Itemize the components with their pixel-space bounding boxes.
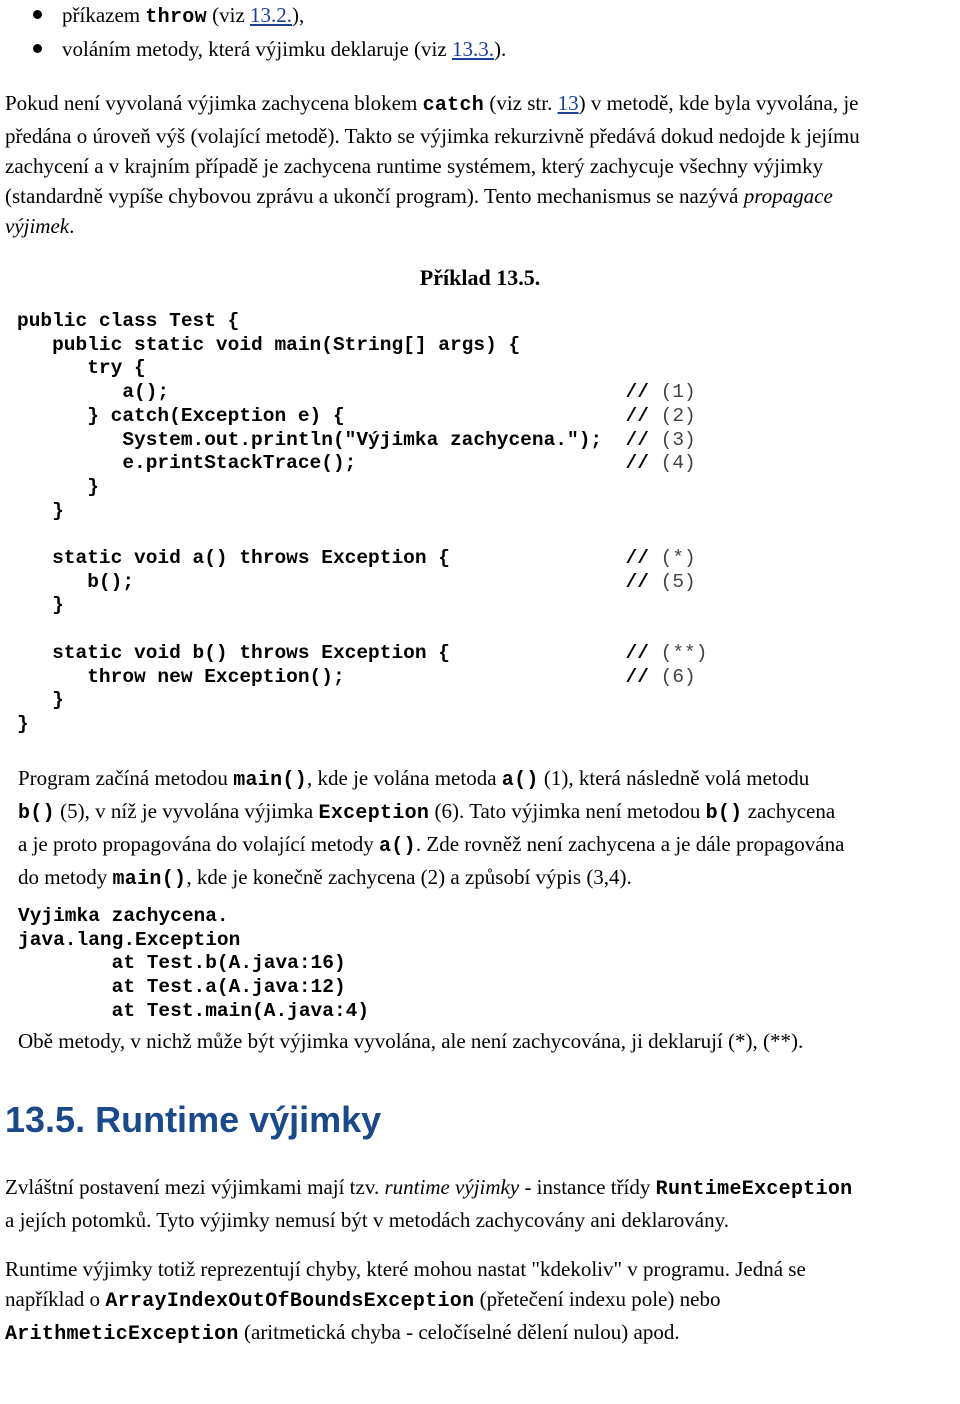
- output-line: at Test.a(A.java:12): [18, 976, 346, 999]
- comment-slashes: //: [625, 665, 661, 688]
- explanation-paragraph: [18, 763, 953, 895]
- text: (přetečení indexu pole) nebo: [474, 1287, 721, 1311]
- code-text: public class Test {: [17, 310, 240, 332]
- text-line: Runtime výjimky totiž reprezentují chyby, které mohou nastat "kdekoliv" v programu. Jedná se: [5, 1257, 806, 1281]
- code-keyword: throw: [145, 6, 207, 29]
- code-comment: (1): [660, 381, 696, 404]
- code-inline: a(): [378, 835, 416, 858]
- bullet-item-method-call: [0, 34, 960, 64]
- code-text: try {: [17, 357, 146, 380]
- bullet-text: příkazem: [62, 3, 146, 27]
- term-emphasis: propagace: [743, 184, 833, 208]
- text: například o: [5, 1287, 106, 1311]
- code-line: [17, 357, 146, 379]
- code-comment: (*): [660, 547, 696, 570]
- code-line: [17, 547, 696, 569]
- text-line: zachycení a v krajním případě je zachycena runtime systémem, který zachycuje všechny výjimky: [5, 154, 824, 178]
- bullet-dot: [33, 10, 42, 19]
- code-line: [17, 689, 64, 711]
- comment-slashes: //: [625, 452, 661, 475]
- code-text: }: [17, 712, 29, 735]
- code-text: }: [17, 475, 99, 498]
- code-comment: (2): [660, 404, 696, 427]
- text: (5), v níž je vyvolána výjimka: [54, 799, 319, 823]
- code-line: [17, 429, 696, 451]
- code-line: [17, 500, 64, 522]
- code-line: [17, 476, 99, 498]
- code-text: static void a() throws Exception {: [17, 547, 450, 570]
- text-line: a jejích potomků. Tyto výjimky nemusí být v metodách zachycovány ani deklarovány.: [5, 1208, 730, 1232]
- code-line: [17, 666, 696, 688]
- code-line: [17, 334, 520, 356]
- declaration-note: Obě metody, v nichž může být výjimka vyvolána, ale není zachycována, ji deklarují (*), (**).: [18, 1029, 804, 1053]
- output-line: at Test.main(A.java:4): [18, 999, 370, 1022]
- text: , kde je konečně zachycena (2) a způsobí výpis (3,4).: [186, 865, 632, 889]
- text: zachycena: [742, 799, 836, 823]
- bullet-text: voláním metody, která výjimku deklaruje (viz: [62, 37, 452, 61]
- bullet-dot: [33, 44, 42, 53]
- code-comment: (3): [660, 428, 696, 451]
- code-text: }: [17, 689, 64, 712]
- term-emphasis: výjimek: [5, 214, 70, 238]
- code-inline: Exception: [318, 802, 430, 825]
- text: Program začíná metodou: [18, 766, 234, 790]
- comment-slashes: //: [625, 547, 661, 570]
- bullet-text: (viz: [206, 3, 251, 27]
- code-text: System.out.println("Výjimka zachycena.");: [17, 428, 603, 451]
- code-text: throw new Exception();: [17, 665, 345, 688]
- runtime-paragraph: [5, 1172, 957, 1235]
- section-title: Runtime výjimky: [95, 1099, 382, 1140]
- code-text: a();: [17, 381, 170, 404]
- code-inline: main(): [112, 868, 187, 891]
- code-comment: (4): [660, 452, 696, 475]
- code-comment: (**): [660, 641, 708, 664]
- section-link[interactable]: 13.2.: [250, 3, 293, 27]
- bullet-item-throw: [0, 0, 960, 30]
- section-number: 13.5.: [5, 1099, 86, 1140]
- text: (viz str.: [484, 91, 558, 115]
- code-text: static void b() throws Exception {: [17, 641, 450, 664]
- code-inline: b(): [18, 802, 55, 825]
- code-line: [17, 452, 696, 474]
- code-inline: ArrayIndexOutOfBoundsException: [105, 1290, 475, 1313]
- text: - instance třídy: [519, 1175, 656, 1199]
- text-line: předána o úroveň výš (volající metodě). Takto se výjimka rekurzivně předává dokud nedojde k jejímu: [5, 124, 860, 148]
- program-output: [18, 905, 369, 1024]
- code-line: [17, 642, 707, 664]
- code-listing: [17, 310, 707, 737]
- text: (standardně vypíše chybovou zprávu a ukončí program). Tento mechanismus se nazývá: [5, 184, 744, 208]
- code-line: [17, 713, 29, 735]
- text: (1), která následně volá metodu: [538, 766, 810, 790]
- text: a je proto propagována do volající metody: [18, 832, 379, 856]
- code-line: [17, 405, 696, 427]
- bullet-text: ).: [493, 37, 507, 61]
- output-line: java.lang.Exception: [18, 928, 241, 951]
- text: , kde je volána metoda: [307, 766, 502, 790]
- text: (aritmetická chyba - celočíselné dělení nulou) apod.: [238, 1320, 680, 1344]
- comment-slashes: //: [625, 570, 661, 593]
- code-inline: a(): [501, 769, 539, 792]
- code-inline: b(): [705, 802, 743, 825]
- example-title: Příklad 13.5.: [419, 265, 541, 290]
- runtime-examples-paragraph: [5, 1254, 957, 1350]
- text: . Zde rovněž není zachycena a je dále propagována: [415, 832, 845, 856]
- code-text: }: [17, 499, 64, 522]
- text: Zvláštní postavení mezi výjimkami mají tzv.: [5, 1175, 385, 1199]
- bullet-text: ),: [292, 3, 305, 27]
- comment-slashes: //: [625, 641, 661, 664]
- code-text: } catch(Exception e) {: [17, 404, 345, 427]
- code-inline: ArithmeticException: [5, 1323, 239, 1346]
- code-text: }: [17, 594, 64, 617]
- code-inline: main(): [233, 769, 307, 792]
- code-comment: (6): [660, 665, 696, 688]
- code-text: public static void main(String[] args) {: [17, 333, 521, 356]
- text: do metody: [18, 865, 113, 889]
- section-heading: [5, 1096, 381, 1144]
- code-keyword: catch: [422, 94, 485, 117]
- text: .: [69, 214, 75, 238]
- code-text: b();: [17, 570, 135, 593]
- text: (6). Tato výjimka není metodou: [429, 799, 706, 823]
- comment-slashes: //: [625, 428, 661, 451]
- propagation-paragraph: [5, 88, 957, 241]
- comment-slashes: //: [625, 404, 661, 427]
- code-line: [17, 310, 239, 332]
- code-line: [17, 594, 64, 616]
- text: Pokud není vyvolaná výjimka zachycena blokem: [5, 91, 423, 115]
- code-comment: (5): [660, 570, 696, 593]
- section-link[interactable]: 13.3.: [451, 37, 494, 61]
- comment-slashes: //: [625, 381, 661, 404]
- output-line: Vyjimka zachycena.: [18, 905, 229, 927]
- term-emphasis: runtime výjimky: [384, 1175, 520, 1199]
- code-line: [17, 571, 696, 593]
- output-line: at Test.b(A.java:16): [18, 952, 346, 975]
- code-line: [17, 381, 696, 403]
- code-inline: RuntimeException: [655, 1178, 853, 1201]
- text: ) v metodě, kde byla vyvolána, je: [578, 91, 859, 115]
- code-text: e.printStackTrace();: [17, 452, 357, 475]
- page-link[interactable]: 13: [557, 91, 579, 115]
